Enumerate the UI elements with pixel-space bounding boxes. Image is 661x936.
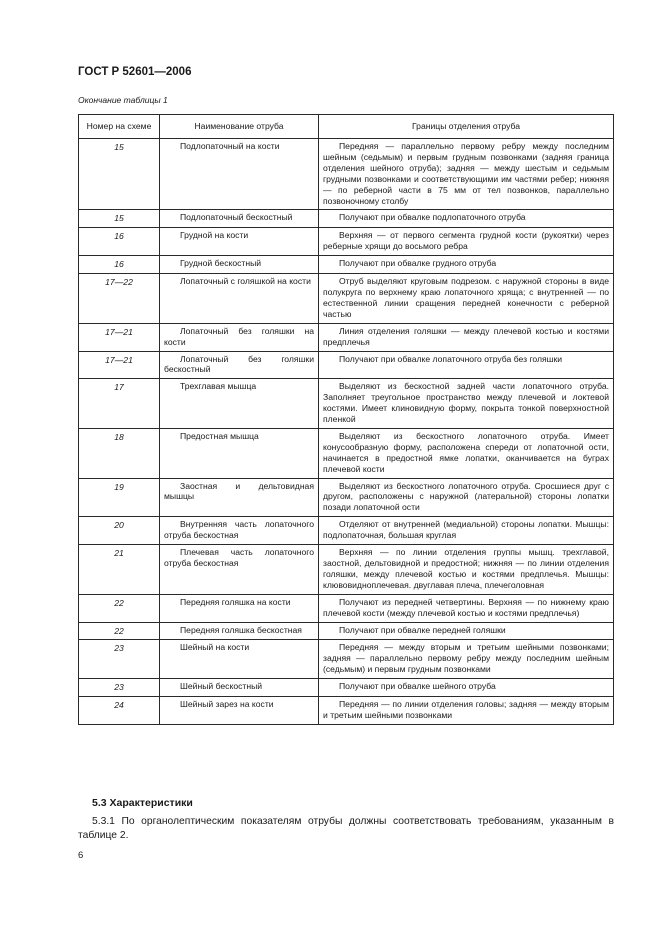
cell-number: 21 bbox=[79, 545, 160, 595]
cell-bounds bbox=[319, 210, 614, 228]
cell-bounds-text: Получают при обвалке шейного отруба bbox=[339, 681, 496, 692]
cell-number: 22 bbox=[79, 594, 160, 622]
cell-number: 18 bbox=[79, 428, 160, 478]
cell-name-text: Лопаточный с голяшкой на кости bbox=[180, 276, 311, 287]
cell-name bbox=[160, 478, 319, 517]
cell-bounds bbox=[319, 274, 614, 324]
cell-name bbox=[160, 517, 319, 545]
table-body bbox=[79, 139, 614, 725]
cell-bounds-text: Выделяют из бескостного лопаточного отруба. Сросшиеся друг с другом, расположены с наружной (латеральной) стороны лопатки позади лопаточной ости bbox=[323, 480, 609, 513]
cell-number: 23 bbox=[79, 640, 160, 679]
cell-name bbox=[160, 379, 319, 429]
column-header-number: Номер на схеме bbox=[79, 115, 160, 139]
cell-bounds-text: Передняя — между вторым и третьим шейными позвонками; задняя — параллельно первому ребру между последним шейным (седьмым) и первым грудным позвонками bbox=[323, 642, 609, 675]
cell-name-text: Шейный бескостный bbox=[180, 681, 263, 692]
cell-name-text: Трехглавая мышца bbox=[180, 381, 257, 392]
cell-name bbox=[160, 256, 319, 274]
cuts-table bbox=[78, 114, 614, 725]
table-row bbox=[79, 640, 614, 679]
cell-number: 17—22 bbox=[79, 274, 160, 324]
cell-bounds bbox=[319, 256, 614, 274]
cell-bounds-text: Отруб выделяют круговым подрезом. с наружной стороны в виде полукруга по верхнему краю лопаточного хряща; с внутренней — по естественной линии сращения передней конечности с реберной частью bbox=[323, 276, 609, 319]
table-row bbox=[79, 545, 614, 595]
cell-bounds bbox=[319, 139, 614, 210]
cell-name-text: Передняя голяшка бескостная bbox=[180, 624, 302, 635]
cell-bounds bbox=[319, 545, 614, 595]
cell-bounds-text: Линия отделения голяшки — между плечевой костью и костями предплечья bbox=[323, 325, 609, 347]
document-header: ГОСТ Р 52601—2006 bbox=[78, 66, 192, 78]
cell-name bbox=[160, 545, 319, 595]
cell-number: 20 bbox=[79, 517, 160, 545]
table-row bbox=[79, 428, 614, 478]
cell-number: 19 bbox=[79, 478, 160, 517]
page-number: 6 bbox=[78, 850, 84, 861]
cell-bounds-text: Получают при обвалке грудного отруба bbox=[339, 258, 497, 269]
cell-name bbox=[160, 679, 319, 697]
cell-name bbox=[160, 622, 319, 640]
table-row bbox=[79, 228, 614, 256]
cell-name-text: Внутренняя часть лопаточного отруба бескостная bbox=[164, 519, 314, 541]
cell-bounds-text: Передняя — по линии отделения головы; задняя — между вторым и третьим шейными позвонками bbox=[323, 699, 609, 720]
cell-bounds-text: Выделяют из бескостного лопаточного отруба. Имеет конусообразную форму, расположена спереди от лопаточной ости, начинается в предостной ямке лопатки, оканчивается на буграх плечевой кости bbox=[323, 430, 609, 474]
cell-bounds-text: Верхняя — по линии отделения группы мышц. трехглавой, заостной, дельтовидной и предостной; нижняя — по линии отделения голяшки, между плечевой костью и костями предплечья. Мышцы: клювовидноплечевая. двуглавая плеча, плечеголовная bbox=[323, 547, 609, 590]
table-row bbox=[79, 517, 614, 545]
table-row bbox=[79, 210, 614, 228]
section-heading: 5.3 Характеристики bbox=[92, 797, 193, 809]
cell-number: 17—21 bbox=[79, 323, 160, 351]
cell-bounds bbox=[319, 679, 614, 697]
cell-number: 15 bbox=[79, 210, 160, 228]
table-row bbox=[79, 478, 614, 517]
cell-name-text: Грудной бескостный bbox=[180, 258, 262, 269]
cell-bounds bbox=[319, 478, 614, 517]
cell-name bbox=[160, 351, 319, 379]
cell-bounds-text: Верхняя — от первого сегмента грудной кости (рукоятки) через реберные хрящи до восьмого ребра bbox=[323, 230, 609, 252]
cell-number: 17—21 bbox=[79, 351, 160, 379]
cell-bounds-text: Получают при обвалке передней голяшки bbox=[339, 624, 506, 635]
cell-name bbox=[160, 640, 319, 679]
table-row bbox=[79, 679, 614, 697]
cell-number: 22 bbox=[79, 622, 160, 640]
section-paragraph: 5.3.1 По органолептическим показателям отрубы должны соответствовать требованиям, указанным в таблице 2. bbox=[78, 816, 614, 841]
cell-name bbox=[160, 594, 319, 622]
cell-bounds-text: Получают из передней четвертины. Верхняя — по нижнему краю плечевой кости (между плечевой костью и костями предплечья) bbox=[323, 596, 609, 618]
cell-bounds bbox=[319, 697, 614, 725]
cell-bounds bbox=[319, 640, 614, 679]
cell-name-text: Шейный зарез на кости bbox=[180, 699, 274, 710]
cell-name-text: Подлопаточный на кости bbox=[180, 141, 280, 151]
cell-bounds bbox=[319, 228, 614, 256]
cell-bounds-text: Выделяют из бескостной задней части лопаточного отруба. Заполняет треугольное пространство между плечевой и локтевой костями. Имеет клиновидную форму, покрыта тонкой поверхностной пленкой bbox=[323, 381, 609, 425]
column-header-name: Наименование отруба bbox=[160, 115, 319, 139]
cell-name bbox=[160, 428, 319, 478]
cell-name-text: Лопаточный без голяшки на кости bbox=[164, 325, 314, 347]
cell-name bbox=[160, 323, 319, 351]
cell-bounds bbox=[319, 428, 614, 478]
cell-name-text: Подлопаточный бескостный bbox=[180, 212, 293, 223]
cell-name bbox=[160, 274, 319, 324]
cell-name-text: Заостная и дельтовидная мышцы bbox=[164, 480, 314, 502]
table-row bbox=[79, 622, 614, 640]
table-row bbox=[79, 274, 614, 324]
cell-name-text: Грудной на кости bbox=[180, 230, 249, 241]
cell-bounds bbox=[319, 517, 614, 545]
table-row bbox=[79, 256, 614, 274]
cell-name-text: Лопаточный без голяшки бескостный bbox=[164, 353, 314, 375]
cell-number: 23 bbox=[79, 679, 160, 697]
table-row bbox=[79, 697, 614, 725]
cell-number: 17 bbox=[79, 379, 160, 429]
cell-number: 16 bbox=[79, 256, 160, 274]
cell-number: 24 bbox=[79, 697, 160, 725]
cell-bounds-text: Передняя — параллельно первому ребру между последним шейным (седьмым) и первым грудным позвонками (задняя граница отделения шейного отруба); задняя — между шестым и седьмым грудными позвонками и соответствующими им частями ребер; нижняя — по реберной части в 75 мм от тел позвонков, параллельно позвоночному столбу bbox=[323, 141, 609, 206]
cell-name-text: Шейный на кости bbox=[180, 642, 250, 653]
cell-bounds-text: Получают при обвалке подлопаточного отруба bbox=[339, 212, 526, 223]
cell-bounds bbox=[319, 323, 614, 351]
table-row bbox=[79, 323, 614, 351]
cell-name bbox=[160, 697, 319, 725]
cell-bounds bbox=[319, 379, 614, 429]
cell-bounds bbox=[319, 594, 614, 622]
cell-name bbox=[160, 139, 319, 210]
table-caption: Окончание таблицы 1 bbox=[78, 95, 168, 105]
cell-number: 15 bbox=[79, 139, 160, 210]
cell-name bbox=[160, 210, 319, 228]
cell-bounds bbox=[319, 622, 614, 640]
cell-bounds-text: Отделяют от внутренней (медиальной) стороны лопатки. Мышцы: подлопаточная, большая круглая bbox=[323, 519, 609, 541]
table-row bbox=[79, 351, 614, 379]
cell-bounds-text: Получают при обвалке лопаточного отруба без голяшки bbox=[339, 353, 563, 364]
cell-name bbox=[160, 228, 319, 256]
cell-number: 16 bbox=[79, 228, 160, 256]
cell-name-text: Предостная мышца bbox=[180, 430, 259, 441]
column-header-bounds: Границы отделения отруба bbox=[319, 115, 614, 139]
table-row bbox=[79, 379, 614, 429]
table-row bbox=[79, 594, 614, 622]
cell-name-text: Передняя голяшка на кости bbox=[180, 596, 291, 607]
table-row bbox=[79, 139, 614, 210]
cell-name-text: Плечевая часть лопаточного отруба бескостная bbox=[164, 547, 314, 568]
cell-bounds bbox=[319, 351, 614, 379]
table-header-row bbox=[79, 115, 614, 139]
